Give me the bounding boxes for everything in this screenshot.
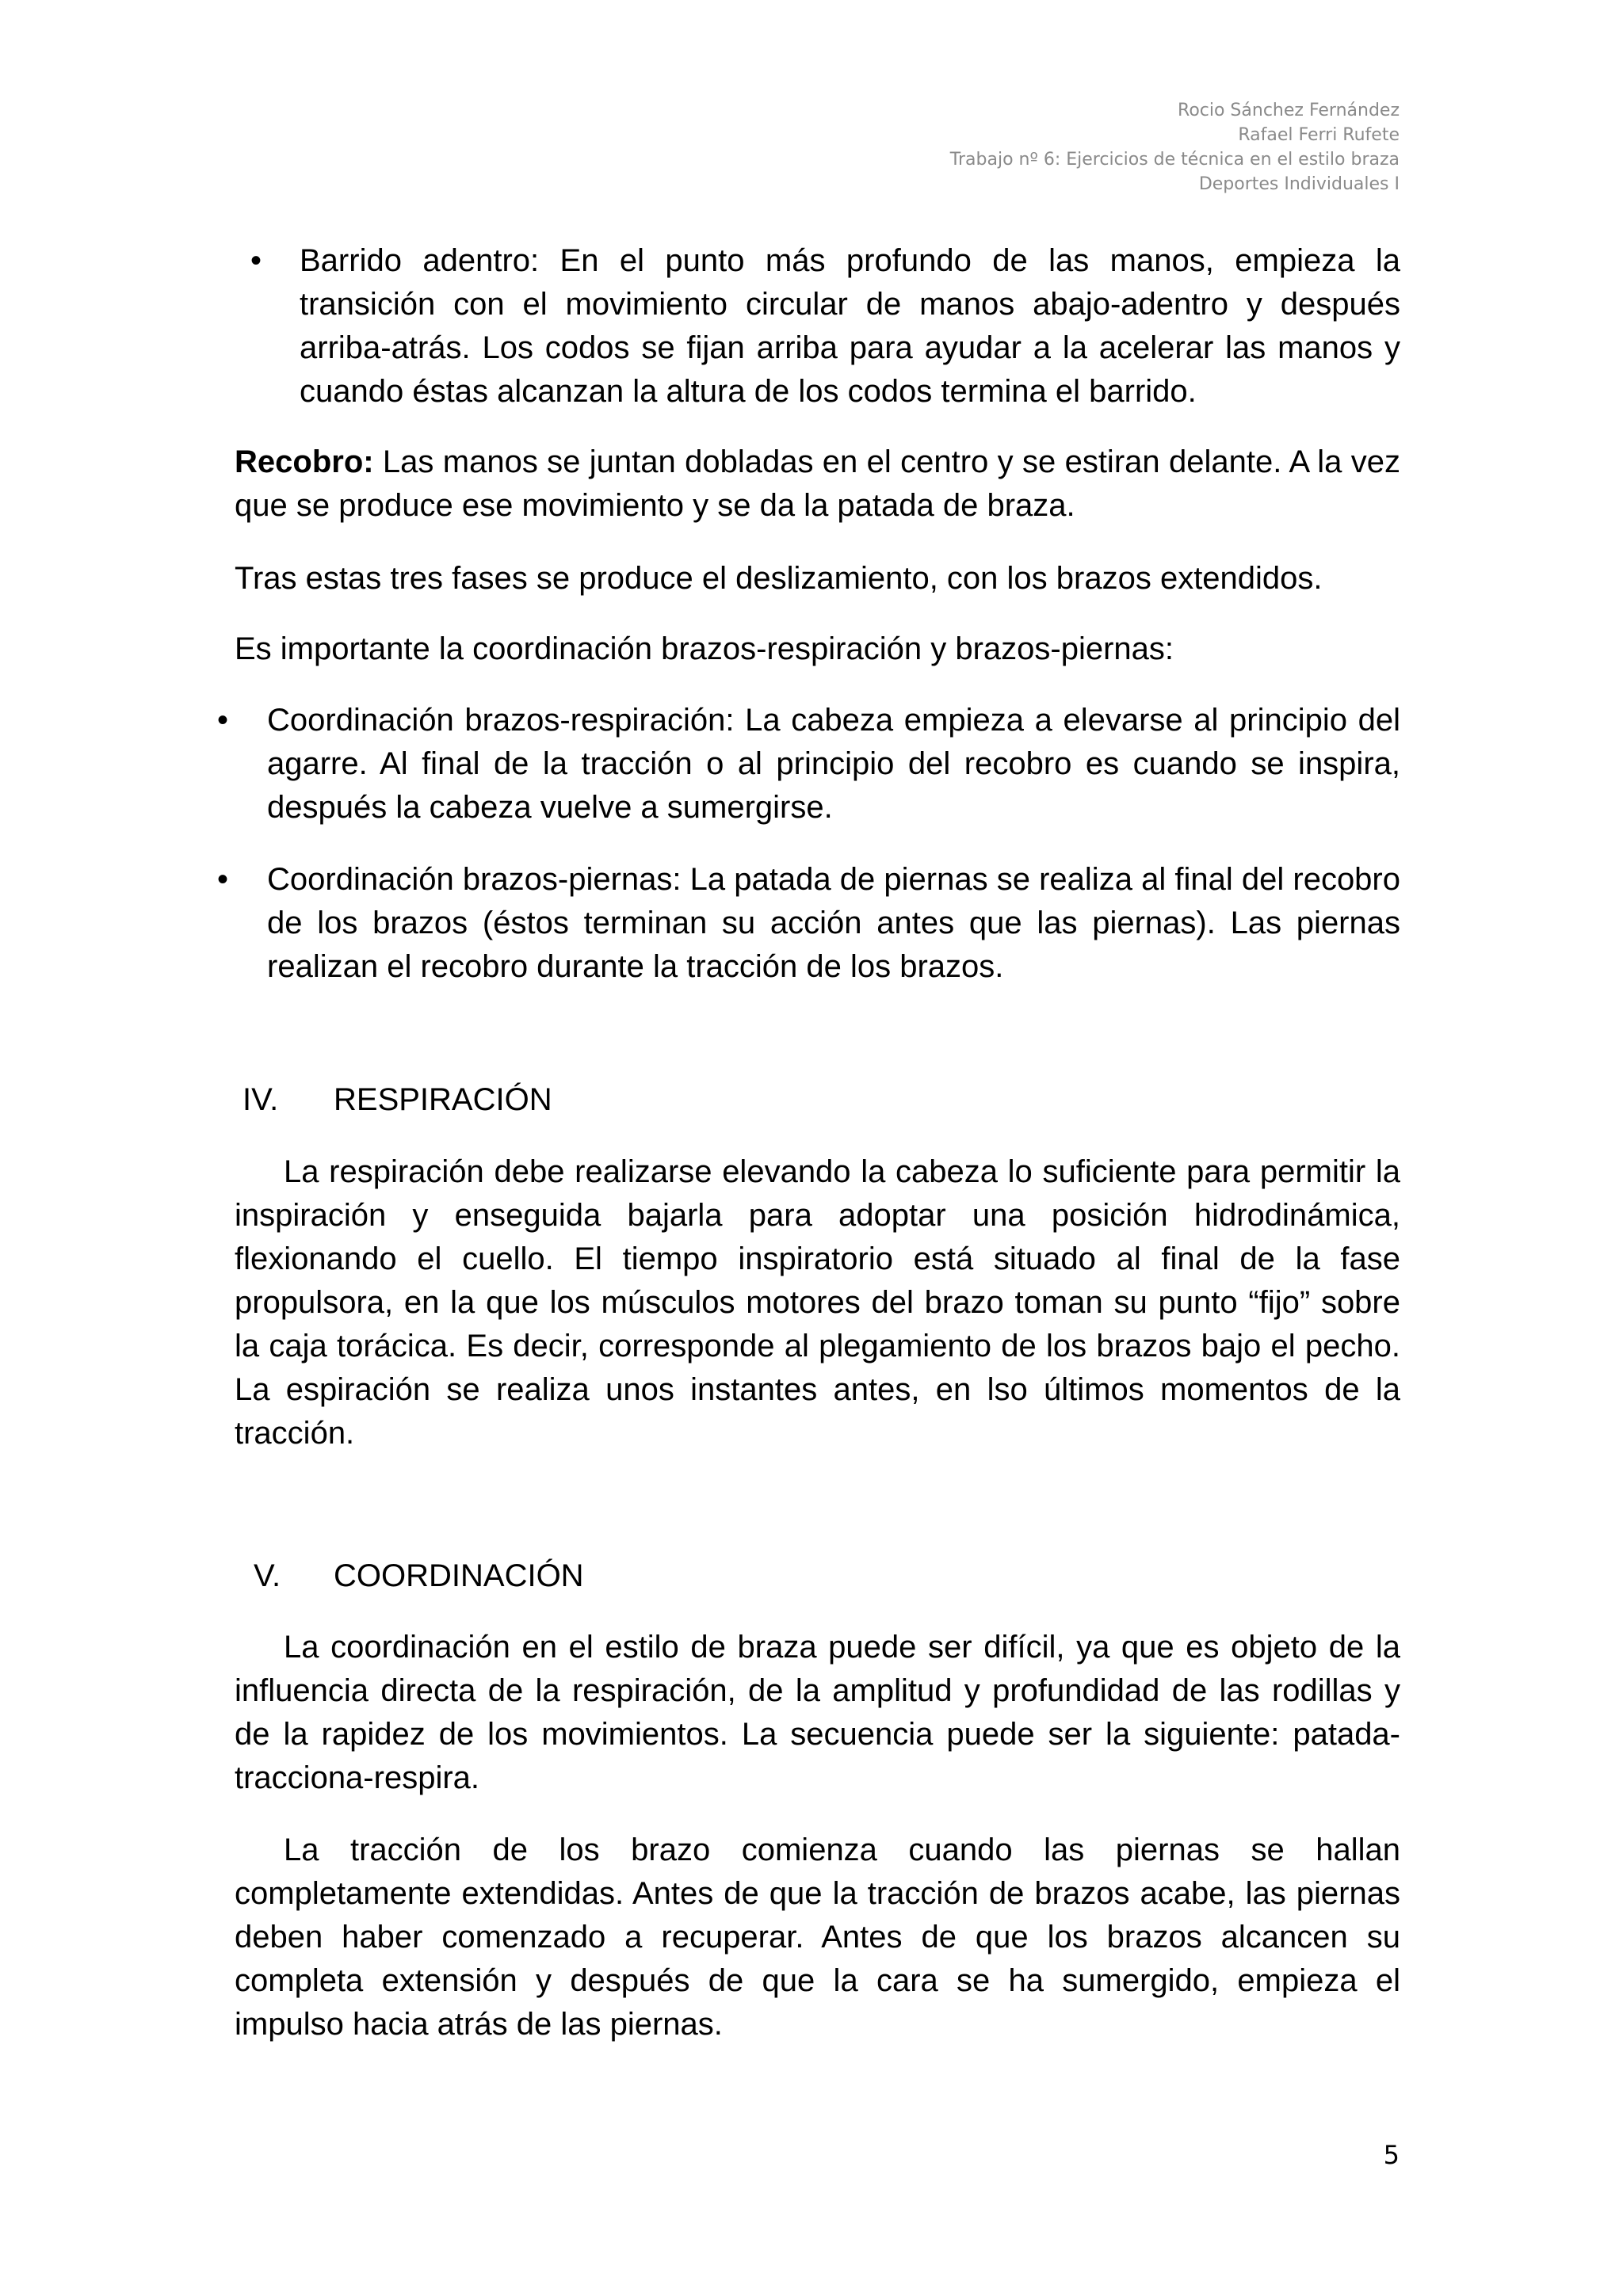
recobro-text: Las manos se juntan dobladas en el centro y se estiran delante. A la vez que se produce ese movimiento y se da la patada de braza. — [235, 444, 1400, 523]
paragraph-coordinacion-1: La coordinación en el estilo de braza puede ser difícil, ya que es objeto de la influencia directa de la respiración, de la amplitud y profundidad de las rodillas y de la rapidez de los movimientos. La secuencia puede ser la siguiente: patada-tracciona-respira. — [235, 1630, 1400, 1795]
header-course: Deportes Individuales I — [1198, 174, 1400, 194]
bullet-barrido-text: Barrido adentro: En el punto más profundo de las manos, empieza la transición con el movimiento circular de manos abajo-adentro y después arriba-atrás. Los codos se fijan arriba para ayudar a la acelerar las manos y cuando éstas alcanzan la altura de los codos termina el barrido. — [300, 243, 1400, 409]
page-number: 5 — [1383, 2140, 1400, 2170]
header-author-1: Rocio Sánchez Fernández — [1178, 101, 1400, 120]
paragraph-recobro — [235, 441, 1400, 528]
bullet-coord-piernas-text: Coordinación brazos-piernas: La patada de piernas se realiza al final del recobro de los brazos (éstos terminan su acción antes que las piernas). Las piernas realizan el recobro durante la tracción de los brazos. — [267, 862, 1400, 984]
section-heading-v — [254, 1554, 729, 1598]
paragraph-coordination-intro: Es importante la coordinación brazos-respiración y brazos-piernas: — [235, 631, 1174, 666]
header-author-2: Rafael Ferri Rufete — [1238, 125, 1400, 145]
section-number: IV. — [242, 1082, 279, 1117]
bullet-coord-respiracion-text: Coordinación brazos-respiración: La cabeza empieza a elevarse al principio del agarre. Al final de la tracción o al principio del recobro es cuando se inspira, después la cabeza vuelve a sumergirse. — [267, 703, 1400, 825]
section-heading-iv — [242, 1078, 718, 1122]
section-title: RESPIRACIÓN — [334, 1082, 552, 1117]
recobro-label: Recobro: — [235, 444, 374, 479]
bullet-icon: • — [250, 243, 262, 278]
paragraph-respiracion: La respiración debe realizarse elevando la cabeza lo suficiente para permitir la inspiración y enseguida bajarla para adoptar una posición hidrodinámica, flexionando el cuello. El tiempo inspiratorio está situado al final de la fase propulsora, en la que los músculos motores del brazo toman su punto “fijo” sobre la caja torácica. Es decir, corresponde al plegamiento de los brazos bajo el pecho. La espiración se realiza unos instantes antes, en lso últimos momentos de la tracción. — [235, 1154, 1400, 1451]
paragraph-fases: Tras estas tres fases se produce el deslizamiento, con los brazos extendidos. — [235, 561, 1323, 596]
page-header — [950, 98, 1400, 196]
bullet-icon: • — [217, 862, 229, 897]
paragraph-coordinacion-2: La tracción de los brazo comienza cuando las piernas se hallan completamente extendidas. Antes de que la tracción de brazos acabe, las piernas deben haber comenzado a recuperar. Antes de que los brazos alcancen su completa extensión y después de que la cara se ha sumergido, empieza el impulso hacia atrás de las piernas. — [235, 1833, 1400, 2042]
header-work-title: Trabajo nº 6: Ejercicios de técnica en el estilo braza — [949, 150, 1400, 170]
section-number: V. — [254, 1558, 281, 1593]
bullet-icon: • — [217, 703, 229, 738]
section-title: COORDINACIÓN — [334, 1558, 584, 1593]
